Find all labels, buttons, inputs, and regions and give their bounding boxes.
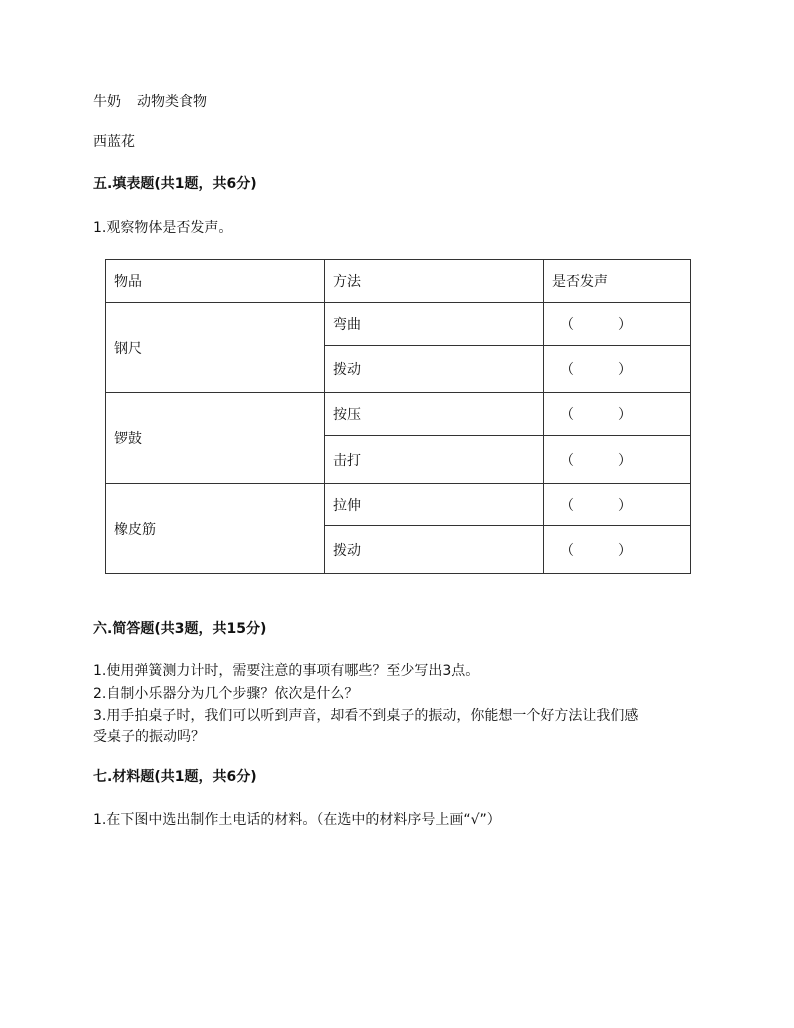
table-row bbox=[106, 484, 691, 526]
section7-heading: 七.材料题(共1题，共6分) bbox=[93, 769, 257, 785]
method-cell: 拨动 bbox=[325, 526, 544, 574]
observation-table bbox=[105, 259, 691, 574]
item-cell: 钢尺 bbox=[106, 303, 325, 393]
answer-cell[interactable]: （ ） bbox=[544, 393, 691, 436]
method-cell: 拨动 bbox=[325, 346, 544, 393]
method-cell: 按压 bbox=[325, 393, 544, 436]
section5-heading: 五.填表题(共1题，共6分) bbox=[93, 176, 257, 192]
table-row bbox=[106, 393, 691, 436]
section6-question-3-line2: 受桌子的振动吗？ bbox=[93, 729, 205, 745]
method-cell: 拉伸 bbox=[325, 484, 544, 526]
food-name: 西蓝花 bbox=[93, 134, 135, 150]
method-cell: 弯曲 bbox=[325, 303, 544, 346]
item-cell: 锣鼓 bbox=[106, 393, 325, 484]
method-cell: 击打 bbox=[325, 436, 544, 484]
food-line-milk bbox=[93, 92, 207, 112]
answer-cell[interactable]: （ ） bbox=[544, 526, 691, 574]
answer-cell[interactable]: （ ） bbox=[544, 303, 691, 346]
section5-question: 1.观察物体是否发声。 bbox=[93, 220, 233, 236]
header-method: 方法 bbox=[325, 260, 544, 303]
section6-question-2: 2.自制小乐器分为几个步骤？依次是什么？ bbox=[93, 686, 359, 702]
answer-cell[interactable]: （ ） bbox=[544, 484, 691, 526]
food-name: 牛奶 bbox=[93, 94, 121, 110]
section7-question: 1.在下图中选出制作土电话的材料。（在选中的材料序号上画“√”） bbox=[93, 812, 501, 828]
section6-heading: 六.简答题(共3题，共15分) bbox=[93, 621, 267, 637]
food-line-broccoli bbox=[93, 132, 135, 152]
answer-cell[interactable]: （ ） bbox=[544, 436, 691, 484]
header-sound: 是否发声 bbox=[544, 260, 691, 303]
answer-cell[interactable]: （ ） bbox=[544, 346, 691, 393]
header-item: 物品 bbox=[106, 260, 325, 303]
item-cell: 橡皮筋 bbox=[106, 484, 325, 574]
table-header-row bbox=[106, 260, 691, 303]
table-row bbox=[106, 303, 691, 346]
food-category: 动物类食物 bbox=[137, 94, 207, 110]
section6-question-3-line1: 3.用手拍桌子时，我们可以听到声音，却看不到桌子的振动，你能想一个好方法让我们感 bbox=[93, 708, 639, 724]
section6-question-1: 1.使用弹簧测力计时，需要注意的事项有哪些？至少写出3点。 bbox=[93, 663, 480, 679]
